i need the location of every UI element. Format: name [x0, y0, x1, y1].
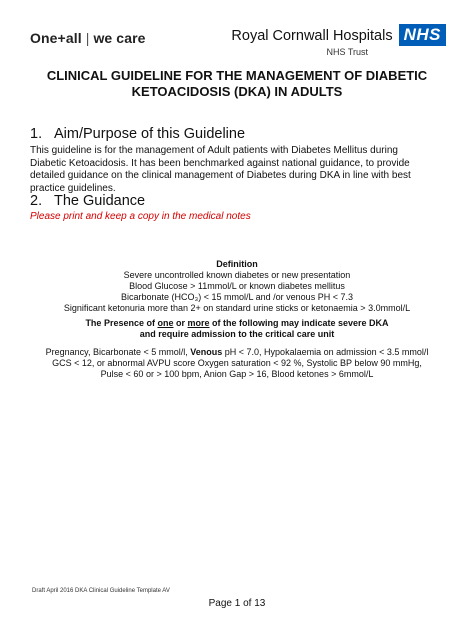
- slogan-one: One: [30, 30, 58, 46]
- document-title: [30, 68, 444, 100]
- severe-pre: The Presence of: [85, 318, 158, 328]
- section-2-heading: [30, 193, 145, 209]
- section-1-line-4: practice guidelines.: [30, 182, 116, 194]
- section-1-line-2: Diabetic Ketoacidosis. It has been benchmarked against national guidance, to provide: [30, 157, 410, 169]
- severe-line-1: [30, 318, 444, 329]
- definition-line-2: Blood Glucose > 11mmol/L or known diabetes mellitus: [129, 281, 345, 291]
- criteria-1c: pH < 7.0, Hypokalaemia on admission < 3.5 mmol/l: [222, 347, 429, 357]
- criteria-1a: Pregnancy, Bicarbonate < 5 mmol/l,: [45, 347, 191, 357]
- criteria-1b: Venous: [190, 347, 223, 357]
- severe-post: of the following may indicate severe DKA: [209, 318, 389, 328]
- section-1-heading: [30, 126, 245, 142]
- section-1-number: 1.: [30, 126, 43, 142]
- print-note: Please print and keep a copy in the medical notes: [30, 211, 251, 222]
- severe-or: or: [173, 318, 188, 328]
- definition-line-4: Significant ketonuria more than 2+ on standard urine sticks or ketonaemia > 3.0mmol/L: [63, 303, 411, 313]
- severe-more: more: [187, 318, 210, 328]
- definition-line-3: Bicarbonate (HCO₃) < 15 mmol/L and /or venous PH < 7.3: [121, 292, 353, 302]
- page-number: Page 1 of 13: [208, 598, 266, 609]
- definition-block: [30, 259, 444, 314]
- title-line-2: KETOACIDOSIS (DKA) IN ADULTS: [131, 84, 343, 99]
- section-2-number: 2.: [30, 193, 43, 209]
- severe-one: one: [157, 318, 174, 328]
- definition-heading: Definition: [216, 259, 258, 269]
- criteria-line-3: Pulse < 60 or > 100 bpm, Anion Gap > 16, Blood ketones > 6mmol/L: [100, 369, 374, 379]
- criteria-block: [30, 347, 444, 380]
- severe-dka-block: [30, 318, 444, 340]
- criteria-line-2: GCS < 12, or abnormal AVPU score Oxygen saturation < 92 %, Systolic BP below 90 mmHg,: [52, 358, 422, 368]
- trust-subtitle: NHS Trust: [326, 47, 368, 57]
- slogan-plus: +: [57, 30, 66, 46]
- draft-note: Draft April 2016 DKA Clinical Guideline Template AV: [32, 588, 170, 594]
- title-line-1: CLINICAL GUIDELINE FOR THE MANAGEMENT OF DIABETIC: [46, 68, 428, 83]
- definition-line-1: Severe uncontrolled known diabetes or new presentation: [123, 270, 351, 280]
- nhs-logo: NHS: [399, 24, 446, 46]
- section-1-title: Aim/Purpose of this Guideline: [54, 126, 246, 142]
- trust-header: [231, 24, 446, 57]
- section-2-title: The Guidance: [54, 193, 146, 209]
- slogan-separator: |: [85, 30, 90, 46]
- slogan-all: all: [65, 30, 82, 46]
- section-1-line-3: detailed guidance on the clinical management of Diabetes during DKA in line with best: [30, 170, 411, 181]
- header-slogan: [30, 30, 146, 46]
- slogan-we-care: we care: [93, 30, 146, 46]
- criteria-line-1: [30, 347, 444, 358]
- trust-name: Royal Cornwall Hospitals: [231, 28, 393, 44]
- section-1-line-1: This guideline is for the management of Adult patients with Diabetes Mellitus during: [30, 145, 398, 156]
- section-1-body: [30, 145, 444, 195]
- severe-line-2: and require admission to the critical care unit: [139, 329, 335, 339]
